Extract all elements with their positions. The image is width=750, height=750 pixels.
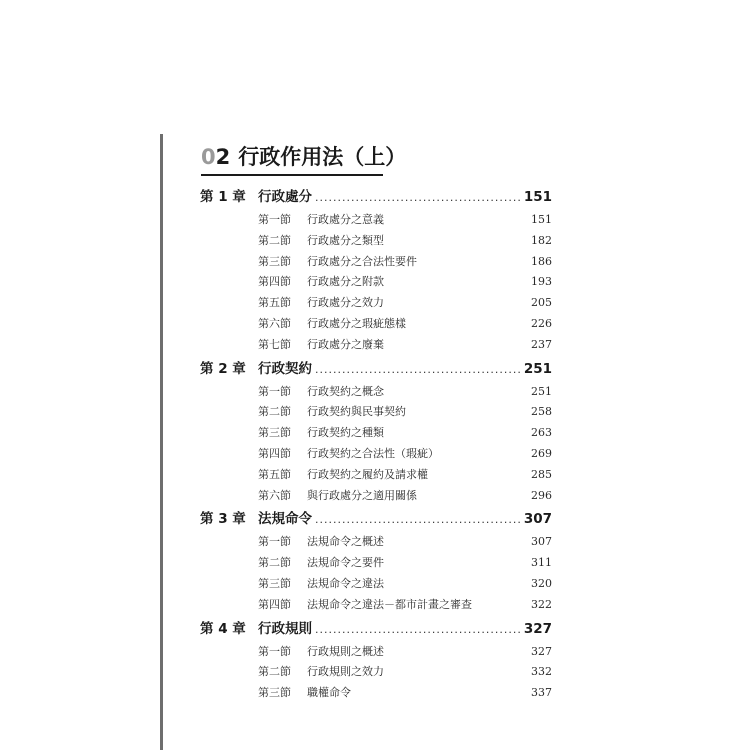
section-number: 第二節 [258, 556, 291, 570]
section-title: 與行政處分之適用關係 [307, 488, 417, 502]
section-page-number: 337 [531, 686, 552, 700]
section-title: 法規命令之概述 [307, 535, 384, 549]
section-page-number: 327 [531, 644, 552, 658]
section-entry [200, 553, 552, 574]
section-entry [200, 595, 552, 616]
chapter-title: 行政規則 [258, 620, 312, 637]
chapter-block [200, 356, 552, 507]
section-entry [200, 272, 552, 293]
section-number: 第六節 [258, 488, 291, 502]
chapter-number: 第 3 章 [200, 511, 246, 528]
chapter-number: 第 2 章 [200, 360, 246, 377]
part-title: 行政作用法（上） [238, 145, 407, 169]
section-title: 行政規則之效力 [307, 665, 384, 679]
section-page-number: 251 [531, 384, 552, 398]
section-page-number: 258 [531, 405, 552, 419]
section-number: 第二節 [258, 233, 291, 247]
section-entry [200, 532, 552, 553]
chapter-block [200, 506, 552, 615]
chapter-title: 行政契約 [258, 360, 312, 377]
part-heading [201, 141, 406, 171]
chapter-block [200, 184, 552, 356]
chapter-number: 第 4 章 [200, 620, 246, 637]
part-number-prefix: 0 [201, 145, 216, 169]
chapter-block [200, 616, 552, 704]
section-entry [200, 210, 552, 231]
dot-leader [315, 507, 521, 533]
section-number: 第一節 [258, 384, 291, 398]
section-page-number: 322 [531, 597, 552, 611]
section-number: 第五節 [258, 467, 291, 481]
section-number: 第四節 [258, 446, 291, 460]
section-title: 行政處分之效力 [307, 296, 384, 310]
section-number: 第一節 [258, 644, 291, 658]
section-page-number: 320 [531, 576, 552, 590]
section-entry [200, 335, 552, 356]
section-number: 第三節 [258, 254, 291, 268]
section-entry [200, 444, 552, 465]
chapter-title: 法規命令 [258, 511, 312, 528]
section-page-number: 226 [531, 316, 552, 330]
chapter-page-number: 151 [523, 189, 552, 205]
section-title: 行政處分之合法性要件 [307, 254, 417, 268]
section-number: 第四節 [258, 275, 291, 289]
section-title: 行政處分之瑕疵態樣 [307, 316, 406, 330]
section-page-number: 193 [531, 275, 552, 289]
section-entry [200, 642, 552, 663]
chapter-title: 行政處分 [258, 189, 312, 205]
section-title: 行政契約之履約及請求權 [307, 467, 428, 481]
section-page-number: 182 [531, 233, 552, 247]
dot-leader [315, 357, 521, 383]
section-entry [200, 662, 552, 683]
section-entry [200, 574, 552, 595]
section-title: 法規命令之違法 [307, 576, 384, 590]
section-page-number: 205 [531, 296, 552, 310]
section-title: 行政處分之附款 [307, 275, 384, 289]
section-entry [200, 465, 552, 486]
section-number: 第二節 [258, 405, 291, 419]
table-of-contents [200, 184, 552, 704]
part-heading-underline [201, 174, 383, 176]
section-page-number: 263 [531, 426, 552, 440]
section-entry [200, 402, 552, 423]
chapter-page-number: 307 [523, 511, 552, 528]
section-title: 行政契約之概念 [307, 384, 384, 398]
section-entry [200, 293, 552, 314]
section-entry [200, 423, 552, 444]
section-number: 第一節 [258, 535, 291, 549]
section-number: 第五節 [258, 296, 291, 310]
section-title: 行政處分之類型 [307, 233, 384, 247]
section-title: 行政處分之廢棄 [307, 337, 384, 351]
chapter-page-number: 327 [523, 620, 552, 637]
section-number: 第一節 [258, 213, 291, 226]
chapter-entry [200, 616, 552, 642]
dot-leader [315, 185, 521, 211]
section-page-number: 311 [531, 556, 552, 570]
section-number: 第三節 [258, 426, 291, 440]
section-title: 法規命令之違法－都市計畫之審查 [307, 597, 472, 611]
section-entry [200, 486, 552, 507]
margin-rule [160, 134, 163, 750]
section-number: 第三節 [258, 576, 291, 590]
chapter-number: 第 1 章 [200, 189, 246, 205]
section-title: 職權命令 [307, 686, 351, 700]
section-number: 第七節 [258, 337, 291, 351]
chapter-entry [200, 356, 552, 382]
dot-leader [315, 617, 521, 643]
section-entry [200, 382, 552, 403]
chapter-entry [200, 184, 552, 210]
section-number: 第四節 [258, 597, 291, 611]
section-number: 第二節 [258, 665, 291, 679]
section-entry [200, 231, 552, 252]
section-title: 行政契約之種類 [307, 426, 384, 440]
section-number: 第三節 [258, 686, 291, 700]
part-number-main: 2 [215, 145, 231, 169]
section-page-number: 307 [531, 535, 552, 549]
section-page-number: 332 [531, 665, 552, 679]
section-number: 第六節 [258, 316, 291, 330]
section-title: 行政契約之合法性（瑕疵） [307, 446, 439, 460]
section-title: 行政規則之概述 [307, 644, 384, 658]
section-entry [200, 252, 552, 273]
section-page-number: 151 [531, 213, 552, 226]
section-page-number: 269 [531, 446, 552, 460]
section-page-number: 285 [531, 467, 552, 481]
section-page-number: 237 [531, 337, 552, 351]
section-entry [200, 314, 552, 335]
section-entry [200, 683, 552, 704]
section-page-number: 296 [531, 488, 552, 502]
section-title: 行政契約與民事契約 [307, 405, 406, 419]
section-page-number: 186 [531, 254, 552, 268]
section-title: 行政處分之意義 [307, 213, 384, 226]
chapter-entry [200, 506, 552, 532]
chapter-page-number: 251 [523, 360, 552, 377]
section-title: 法規命令之要件 [307, 556, 384, 570]
